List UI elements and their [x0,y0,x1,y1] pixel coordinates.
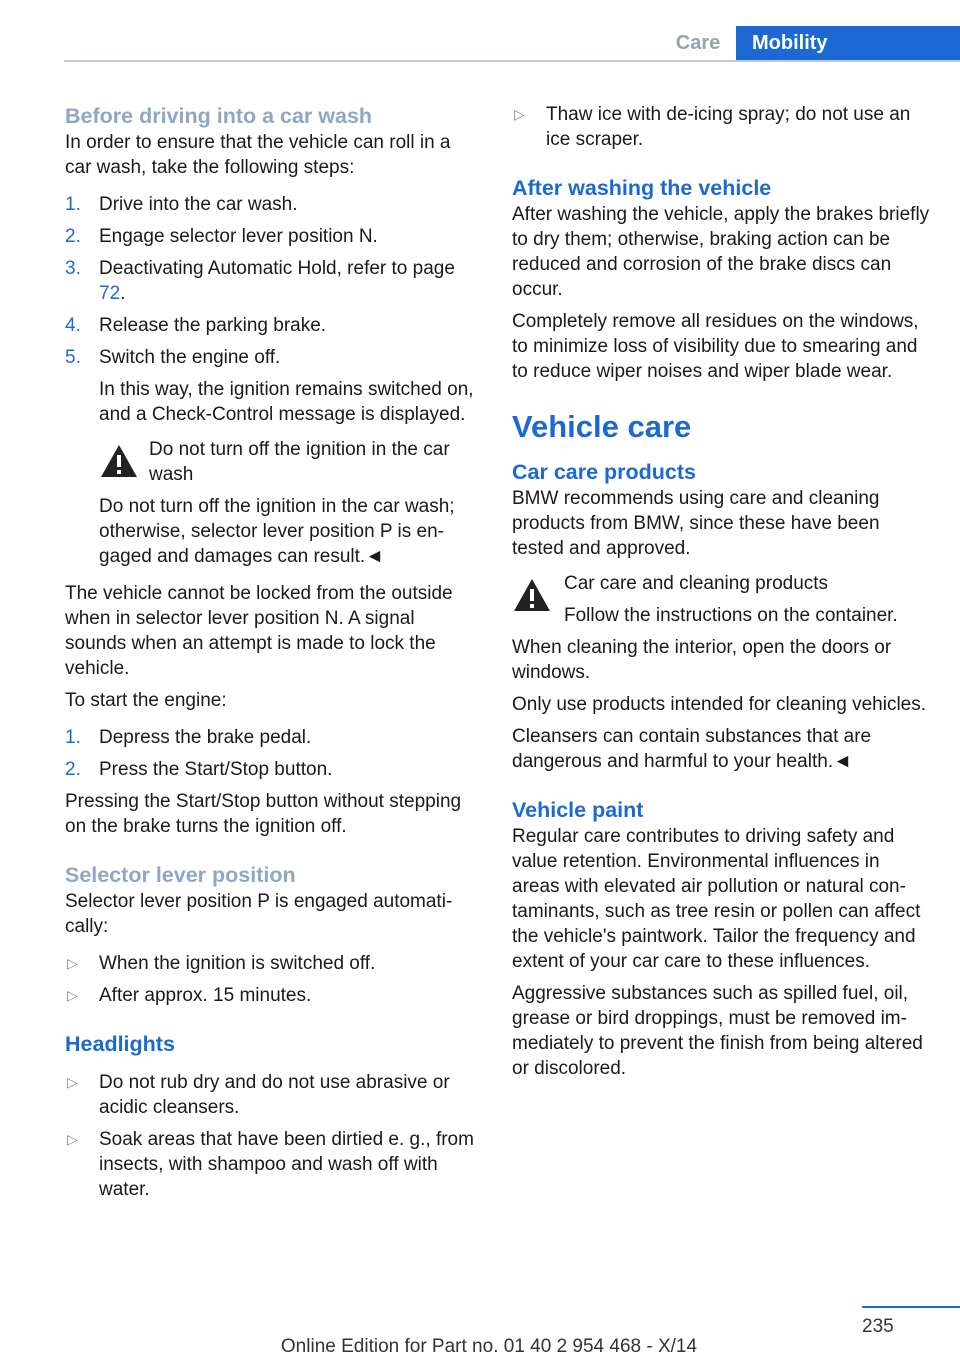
list-item [65,192,477,217]
warning-title: Car care and cleaning products [564,573,829,594]
heading-vehicle-care: Vehicle care [512,409,692,444]
triangle-bullet-icon: ▷ [67,955,78,971]
header-tab-mobility: Mobility [736,26,960,62]
step-text: Depress the brake pedal. [99,727,312,748]
heading-selector: Selector lever position [65,863,296,887]
list-item [65,224,477,249]
triangle-bullet-icon: ▷ [67,1131,78,1147]
step-number: 2. [65,226,81,247]
list-item [65,256,477,306]
para-interior: When cleaning the interior, open the doors or windows. [512,637,892,683]
thaw-list [512,102,932,152]
start-steps [65,725,477,782]
paint-p1: Regular care contributes to driving safety and value retention. Environmental influences in areas with elevated air pollution or natural contaminants, such as tree resin or pollen can affect the vehicle's paintwork. Tailor the frequency and extent of your car care to these influences. [512,826,921,972]
list-item [512,102,932,152]
list-item [65,951,477,976]
header-divider [64,60,960,62]
triangle-bullet-icon: ▷ [67,1074,78,1090]
list-item [65,1127,477,1202]
products-intro: BMW recommends using care and cleaning products from BMW, since these have been tested and approved. [512,488,880,559]
heading-after-wash: After washing the vehicle [512,176,772,200]
paint-p2: Aggressive substances such as spilled fuel, oil, grease or bird droppings, must be removed immediately to prevent the finish from being altered or discolored. [512,983,923,1079]
list-item-text: After approx. 15 minutes. [99,985,312,1006]
headlights-list [65,1070,477,1202]
heading-car-care-products: Car care products [512,460,697,484]
step-text: Release the parking brake. [99,315,327,336]
para-only-products: Only use products intended for cleaning vehicles. [512,694,927,715]
warning-box [99,437,477,487]
page-header [0,0,960,62]
left-column [65,102,477,1202]
warning-icon [99,443,139,479]
step-text: Switch the engine off. [99,347,281,368]
list-item [65,983,477,1008]
list-item-text: Thaw ice with de-icing spray; do not use an ice scraper. [546,104,911,150]
triangle-bullet-icon: ▷ [514,106,525,122]
para-locked: The vehicle cannot be locked from the outside when in selector lever position N. A signal sounds when an attempt is made to lock the vehicle. [65,583,453,679]
step-text: Engage selector lever position N. [99,226,378,247]
list-item [65,725,477,750]
step-number: 3. [65,258,81,279]
para-cleansers: Cleansers can contain substances that are dangerous and harmful to your health.◄ [512,726,872,772]
step-text: Deactivating Automatic Hold, refer to page [99,258,455,279]
step-number: 1. [65,194,81,215]
step-text: Drive into the car wash. [99,194,298,215]
selector-intro: Selector lever position P is engaged automatically: [65,891,453,937]
heading-car-wash: Before driving into a car wash [65,104,373,128]
page-number: 235 [862,1316,894,1337]
footer-divider [862,1306,960,1308]
step-number: 5. [65,347,81,368]
heading-headlights: Headlights [65,1032,175,1056]
selector-list [65,951,477,1008]
warning-icon [512,577,552,613]
step5-detail: In this way, the ignition remains switched on, and a Check-Control message is displayed. [99,379,474,425]
edition-footer: Online Edition for Part no. 01 40 2 954 468 - X/14 [280,1336,698,1357]
step-text: Press the Start/Stop button. [99,759,333,780]
step-number: 4. [65,315,81,336]
page-link[interactable]: 72 [99,283,121,304]
list-item-text: Soak areas that have been dirtied e. g., from insects, with shampoo and wash off with water. [99,1129,474,1200]
warning-title: Do not turn off the ignition in the car wash [149,439,450,485]
after-wash-p2: Completely remove all residues on the windows, to minimize loss of visibility due to smearing and to reduce wiper noises and wiper blade wear. [512,311,919,382]
list-item [65,757,477,782]
warning-box [512,571,932,628]
step-text-end: . [120,283,126,304]
triangle-bullet-icon: ▷ [67,987,78,1003]
car-wash-steps [65,192,477,569]
list-item [65,1070,477,1120]
step-number: 1. [65,727,81,748]
header-tab-care: Care [660,26,736,62]
list-item-text: Do not rub dry and do not use abrasive or acidic cleansers. [99,1072,450,1118]
after-wash-p1: After washing the vehicle, apply the brakes briefly to dry them; otherwise, braking action can be reduced and corrosion of the brake discs can occur. [512,204,930,300]
right-column [512,102,932,1081]
step-number: 2. [65,759,81,780]
list-item [65,313,477,338]
list-item [65,345,477,569]
car-wash-intro: In order to ensure that the vehicle can roll in a car wash, take the following steps: [65,132,451,178]
list-item-text: When the ignition is switched off. [99,953,376,974]
heading-vehicle-paint: Vehicle paint [512,798,644,822]
warning-body: Follow the instructions on the container. [564,605,898,626]
para-pressing: Pressing the Start/Stop button without stepping on the brake turns the ignition off. [65,791,462,837]
warning-body: Do not turn off the ignition in the car wash; otherwise, selector lever position P is engaged and damages can result.◄ [99,496,455,567]
start-intro: To start the engine: [65,690,227,711]
